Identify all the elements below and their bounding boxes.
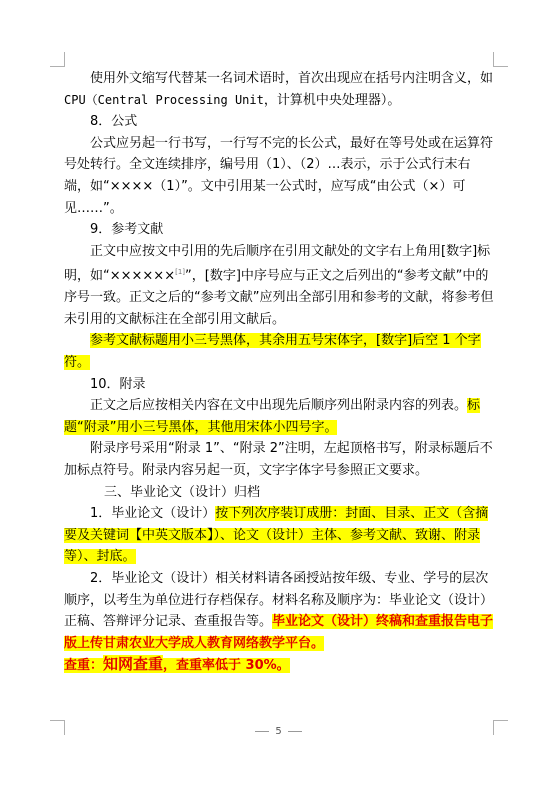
crop-mark-top-left bbox=[50, 52, 65, 67]
highlighted-text: 按下列次序装订成册：封面、目录、正文（含摘要及关键词【中英文版本】）、论文（设计）主体、参考文献、致谢、附录等）、封底。 bbox=[64, 506, 489, 565]
paragraph-archive-materials bbox=[64, 568, 494, 654]
highlighted-text: 标题“附录”用小三号黑体，其他用宋体小四号字。 bbox=[64, 398, 481, 435]
crop-mark-top-right bbox=[493, 52, 508, 67]
citation-superscript: [1] bbox=[175, 268, 186, 277]
text: 正文中应按文中引用的先后顺序在引用文献处的文字右上角用[数字]标明，如“×××××× bbox=[64, 243, 491, 284]
heading-formula: 8．公式 bbox=[90, 114, 138, 130]
text: 正文之后应按相关内容在文中出现先后顺序列出附录内容的列表。 bbox=[90, 398, 468, 414]
paragraph-plagiarism-check bbox=[64, 654, 494, 677]
highlighted-red-text: 知网查重 bbox=[103, 655, 164, 674]
footer-dash-right bbox=[288, 731, 302, 732]
paragraph-abbreviation bbox=[64, 68, 494, 111]
highlighted-red-text: ，查重率低于 30%。 bbox=[163, 658, 290, 674]
text: 1．毕业论文（设计） bbox=[90, 506, 216, 522]
page-number: 5 bbox=[275, 726, 282, 737]
highlighted-text: 参考文献标题用小三号黑体，其余用五号宋体字，[数字]后空 1 个字符。 bbox=[64, 333, 481, 371]
footer-dash-left bbox=[255, 731, 269, 732]
paragraph-appendix-numbering: 附录序号采用“附录 1”、“附录 2”注明，左起顶格书写，附录标题后不加标点符号。附录内容另起一页，文字字体字号参照正文要求。 bbox=[64, 441, 493, 479]
document-body bbox=[64, 68, 494, 677]
paragraph-appendix bbox=[64, 395, 494, 438]
text: ”，[数字]中序号应与正文之后列出的“参考文献”中的序号一致。正文之后的“参考文献”应列出全部引用和参考的文献，将参考但未引用的文献标注在全部引用文献后。 bbox=[64, 268, 494, 327]
text-cpu: CPU（Central Processing Unit bbox=[64, 92, 264, 107]
heading-archive: 三、毕业论文（设计）归档 bbox=[104, 484, 261, 500]
text: ，计算机中央处理器）。 bbox=[263, 92, 401, 108]
page-footer bbox=[0, 726, 557, 737]
heading-appendix: 10．附录 bbox=[90, 376, 146, 392]
highlighted-red-text: 毕业论文（设计）终稿和查重报告电子版上传甘肃农业大学成人教育网络教学平台。 bbox=[64, 614, 494, 651]
text: 2．毕业论文（设计）相关材料请各函授站按年级、专业、学号的层次顺序，以考生为单位进行存档保存。材料名称及顺序为：毕业论文（设计）正稿、答辩评分记录、查重报告等。 bbox=[64, 570, 494, 630]
text: 使用外文缩写代替某一名词术语时，首次出现应在括号内注明含义，如 bbox=[90, 71, 494, 86]
paragraph-formula: 公式应另起一行书写，一行写不完的长公式，最好在等号处或在运算符号处转行。全文连续排序，编号用（1）、（2）…表示，示于公式行末右端，如“××××（1）”。文中引用某一公式时，应写成“由公式（×）可见……”。 bbox=[64, 135, 494, 216]
paragraph-references-format bbox=[64, 330, 494, 373]
heading-references: 9．参考文献 bbox=[90, 222, 164, 238]
paragraph-references bbox=[64, 241, 494, 331]
highlighted-red-text: 查重： bbox=[64, 658, 104, 674]
paragraph-archive-binding bbox=[64, 503, 494, 568]
